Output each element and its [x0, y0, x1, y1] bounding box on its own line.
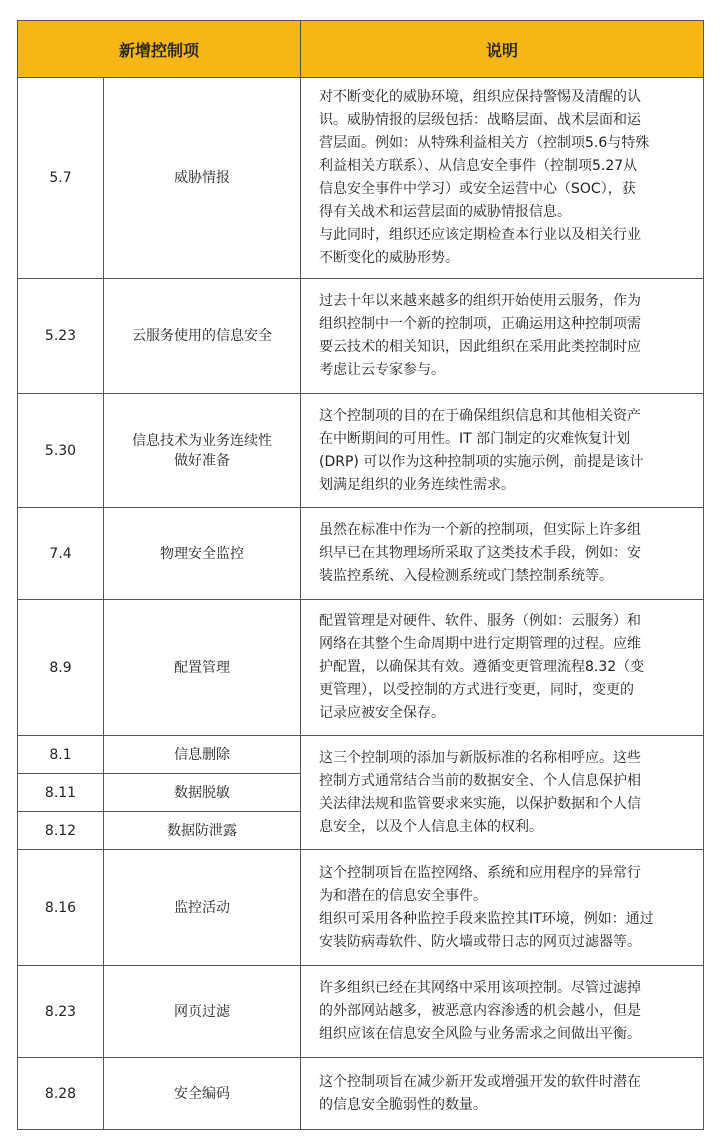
table-row [18, 279, 704, 394]
control-description: 这个控制项的目的在于确保组织信息和其他相关资产 在中断期间的可用性。IT 部门制定的灾难恢复计划 (DRP) 可以作为这种控制项的实施示例，前提是该计 划满足组织的业务连续性需求。 [301, 394, 704, 508]
control-name: 配置管理 [104, 600, 301, 736]
control-description: 这个控制项旨在减少新开发或增强开发的软件时潜在 的信息安全脆弱性的数量。 [301, 1058, 704, 1130]
control-name: 网页过滤 [104, 966, 301, 1058]
control-id: 7.4 [18, 508, 104, 600]
control-name: 监控活动 [104, 850, 301, 966]
table-row [18, 1058, 704, 1130]
control-description: 这个控制项旨在监控网络、系统和应用程序的异常行 为和潜在的信息安全事件。 组织可采用各种监控手段来监控其IT环境，例如：通过 安装防病毒软件、防火墙或带日志的网页过滤器等。 [301, 850, 704, 966]
control-description: 过去十年以来越来越多的组织开始使用云服务，作为 组织控制中一个新的控制项，正确运用这种控制项需 要云技术的相关知识，因此组织在采用此类控制时应 考虑让云专家参与。 [301, 279, 704, 394]
table-row [18, 78, 704, 279]
table-row [18, 600, 704, 736]
control-description: 对不断变化的威胁环境，组织应保持警惕及清醒的认 识。威胁情报的层级包括：战略层面、战术层面和运 营层面。例如：从特殊利益相关方（控制项5.6与特殊 利益相关方联系）、从信息安全事件（控制项5.27从 信息安全事件中学习）或安全运营中心（SOC），获 得有关战术和运营层面的威胁情报信息。 与此同时，组织还应该定期检查本行业以及相关行业 不断变化的威胁形势。 [301, 78, 704, 279]
control-description: 配置管理是对硬件、软件、服务（例如：云服务）和 网络在其整个生命周期中进行定期管理的过程。应维 护配置，以确保其有效。遵循变更管理流程8.32（变 更管理），以受控制的方式进行变更，同时，变更的 记录应被安全保存。 [301, 600, 704, 736]
control-id: 5.23 [18, 279, 104, 394]
control-id: 5.30 [18, 394, 104, 508]
table-row [18, 394, 704, 508]
control-id: 8.16 [18, 850, 104, 966]
control-id: 5.7 [18, 78, 104, 279]
control-name: 数据防泄露 [104, 812, 301, 850]
control-name: 威胁情报 [104, 78, 301, 279]
controls-table [17, 20, 704, 1130]
table-row [18, 966, 704, 1058]
header-control: 新增控制项 [18, 21, 301, 78]
control-name: 信息删除 [104, 736, 301, 774]
control-description: 虽然在标准中作为一个新的控制项，但实际上许多组 织早已在其物理场所采取了这类技术手段，例如：安 装监控系统、入侵检测系统或门禁控制系统等。 [301, 508, 704, 600]
control-name: 云服务使用的信息安全 [104, 279, 301, 394]
control-name: 物理安全监控 [104, 508, 301, 600]
table-row [18, 736, 704, 774]
control-description: 许多组织已经在其网络中采用该项控制。尽管过滤掉 的外部网站越多，被恶意内容渗透的机会越小，但是 组织应该在信息安全风险与业务需求之间做出平衡。 [301, 966, 704, 1058]
table-row [18, 508, 704, 600]
control-id: 8.11 [18, 774, 104, 812]
table-header-row [18, 21, 704, 78]
control-name: 信息技术为业务连续性 做好准备 [104, 394, 301, 508]
control-id: 8.9 [18, 600, 104, 736]
control-id: 8.28 [18, 1058, 104, 1130]
table-row [18, 850, 704, 966]
control-description: 这三个控制项的添加与新版标准的名称相呼应。这些 控制方式通常结合当前的数据安全、个人信息保护相 关法律法规和监管要求来实施，以保护数据和个人信 息安全，以及个人信息主体的权利。 [301, 736, 704, 850]
control-id: 8.23 [18, 966, 104, 1058]
header-description: 说明 [301, 21, 704, 78]
control-id: 8.12 [18, 812, 104, 850]
control-name: 数据脱敏 [104, 774, 301, 812]
control-name: 安全编码 [104, 1058, 301, 1130]
control-id: 8.1 [18, 736, 104, 774]
